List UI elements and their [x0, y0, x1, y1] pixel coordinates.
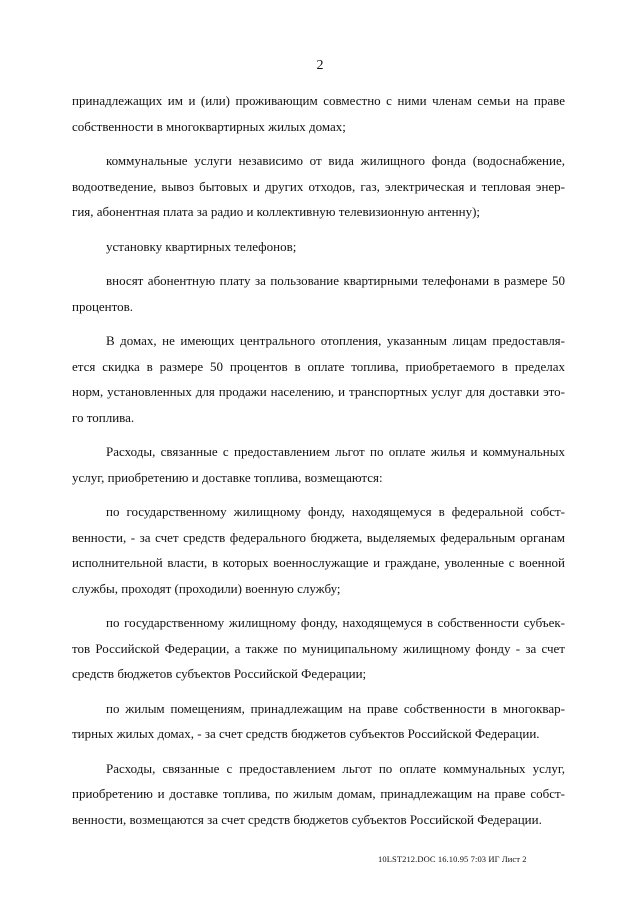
- footer-file-info: 10LST212.DOC 16.10.95 7:03 ИГ Лист 2: [378, 854, 527, 864]
- text-line: исполнительной власти, в которых военнослужащие и граждане, уволенные с военной: [72, 555, 565, 570]
- text-line: В домах, не имеющих центрального отопления, указанным лицам предоставля-: [106, 333, 565, 348]
- page-number: 2: [316, 58, 324, 73]
- text-line: Расходы, связанные с предоставлением льгот по оплате коммунальных услуг,: [106, 760, 565, 776]
- text-line: гия, абонентная плата за радио и коллективную телевизионную антенну);: [72, 204, 481, 219]
- text-line: Расходы, связанные с предоставлением льгот по оплате жилья и коммунальных: [106, 444, 565, 459]
- text-line: по государственному жилищному фонду, находящемуся в собственности субъек-: [106, 615, 565, 630]
- text-line: собственности в многоквартирных жилых домах;: [72, 118, 346, 134]
- text-line: тирных жилых домах, - за счет средств бюджетов субъектов Российской Федерации.: [72, 726, 540, 741]
- document-body: [72, 88, 565, 832]
- text-line: го топлива.: [72, 409, 135, 425]
- text-line: средств бюджетов субъектов Российской Федерации;: [72, 666, 367, 681]
- text-line: водоотведение, вывоз бытовых и других отходов, газ, электрическая и тепловая энер-: [72, 178, 565, 194]
- text-line: тов Российской Федерации, а также по муниципальному жилищному фонду - за счет: [72, 640, 565, 656]
- text-line: венности, возмещаются за счет средств бюджетов субъектов Российской Федерации.: [72, 811, 542, 827]
- text-line: услуг, приобретению и доставке топлива, возмещаются:: [72, 469, 383, 485]
- text-line: венности, - за счет средств федерального бюджета, выделяемых федеральным органам: [72, 529, 565, 545]
- text-line: ется скидка в размере 50 процентов в оплате топлива, приобретаемого в пределах: [72, 358, 565, 374]
- text-line: процентов.: [72, 298, 134, 314]
- text-line: приобретению и доставке топлива, по жилым домам, принадлежащим на праве собст-: [72, 786, 565, 801]
- text-line: вносят абонентную плату за пользование квартирными телефонами в размере 50: [106, 273, 565, 288]
- text-line: по жилым помещениям, принадлежащим на праве собственности в многоквар-: [106, 700, 565, 716]
- text-line: норм, установленных для продажи населению, и транспортных услуг для доставки это-: [72, 384, 565, 399]
- text-line: коммунальные услуги независимо от вида жилищного фонда (водоснабжение,: [106, 153, 565, 168]
- text-line: установку квартирных телефонов;: [106, 238, 297, 254]
- text-line: службы, проходят (проходили) военную службу;: [72, 580, 341, 596]
- text-line: принадлежащих им и (или) проживающим совместно с ними членам семьи на праве: [72, 93, 565, 108]
- text-line: по государственному жилищному фонду, находящемуся в федеральной собст-: [106, 504, 565, 519]
